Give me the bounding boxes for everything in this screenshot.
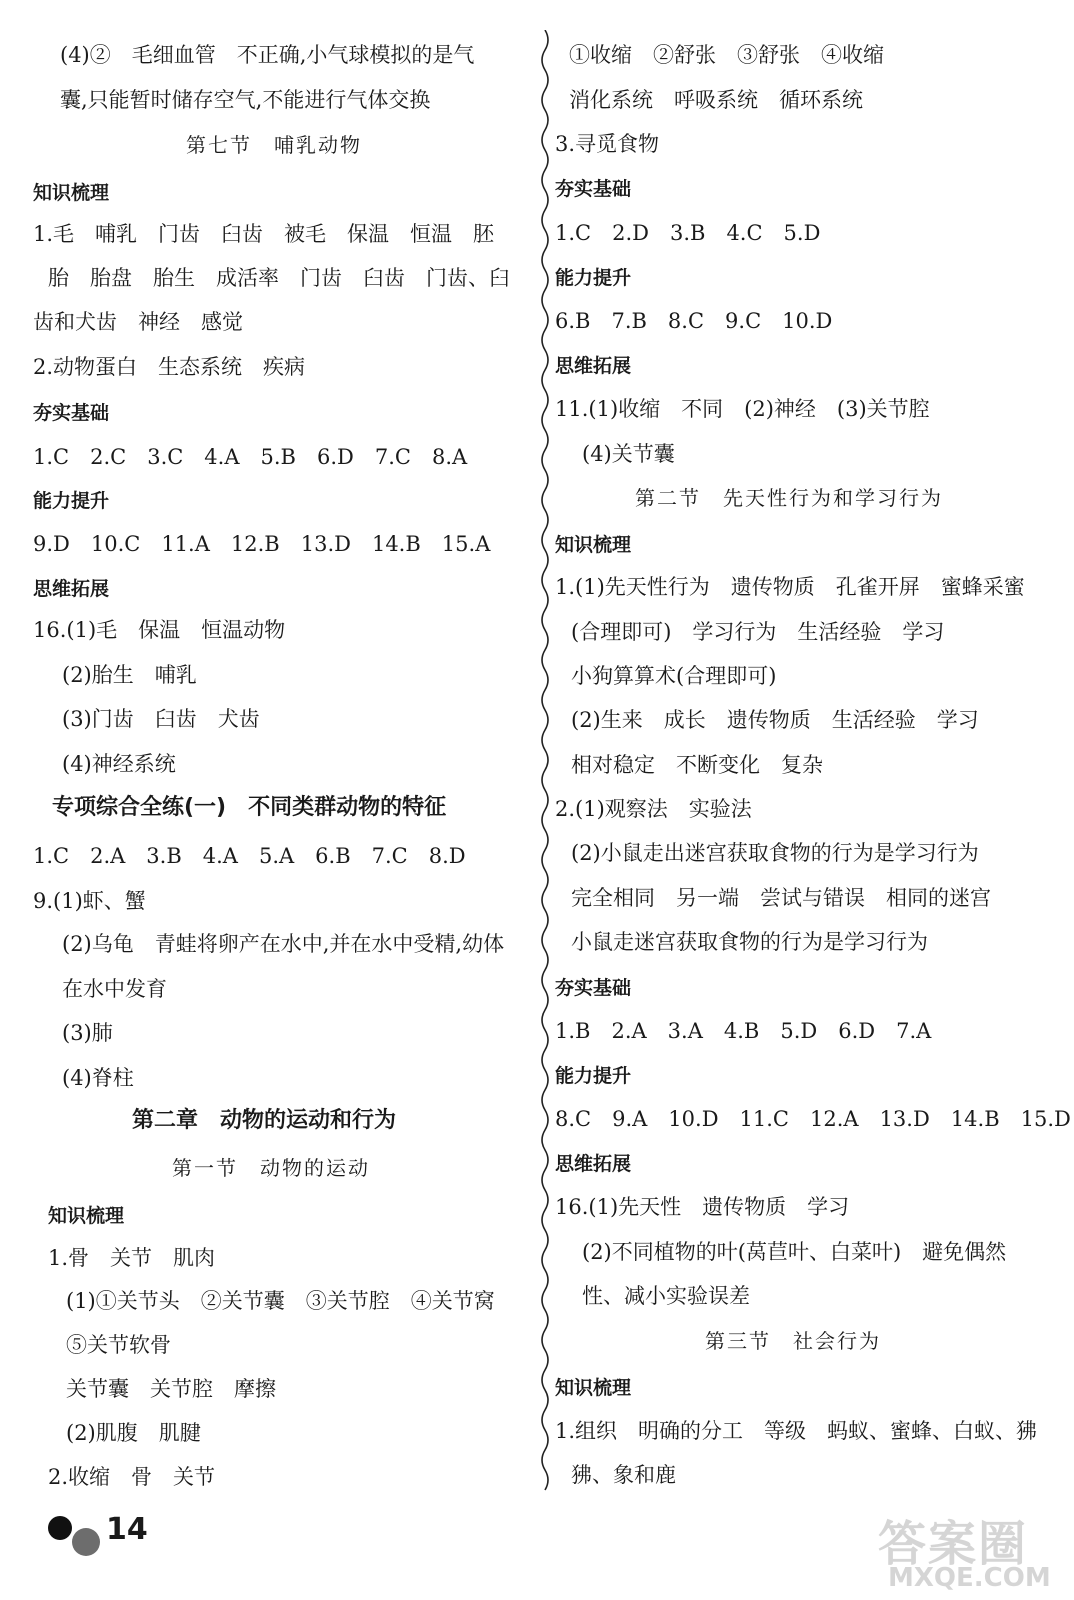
answer-line: 2.收缩 骨 关节 (48, 1465, 216, 1489)
answer-line: (2)小鼠走出迷宫获取食物的行为是学习行为 (571, 841, 979, 865)
decorative-dot (48, 1516, 72, 1540)
answer-line: (3)门齿 臼齿 犬齿 (62, 707, 260, 731)
answer-line: 2.动物蛋白 生态系统 疾病 (33, 355, 306, 379)
answer-line: 1.C 2.A 3.B 4.A 5.A 6.B 7.C 8.D (33, 844, 466, 868)
subsection-heading: 夯实基础 (33, 402, 110, 424)
subsection-heading: 夯实基础 (555, 977, 632, 999)
subsection-heading: 知识梳理 (48, 1205, 125, 1227)
answer-line: 小狗算算术(合理即可) (571, 664, 777, 688)
decorative-dot (72, 1528, 100, 1556)
chapter-title: 第二章 动物的运动和行为 (132, 1108, 397, 1133)
subsection-heading: 思维拓展 (555, 1153, 632, 1175)
answer-line: 相对稳定 不断变化 复杂 (571, 753, 823, 777)
answer-line: (4)② 毛细血管 不正确,小气球模拟的是气 (60, 43, 475, 67)
subsection-heading: 知识梳理 (33, 182, 110, 204)
watermark-url: MXQE.COM (888, 1563, 1051, 1593)
subsection-heading: 能力提升 (555, 1065, 632, 1087)
section-title: 第一节 动物的运动 (172, 1156, 370, 1180)
answer-line: 1.C 2.C 3.C 4.A 5.B 6.D 7.C 8.A (33, 445, 468, 469)
column-divider (538, 30, 552, 1500)
section-title: 第三节 社会行为 (705, 1329, 881, 1353)
section-title: 第七节 哺乳动物 (186, 133, 362, 157)
answer-line: 1.骨 关节 肌肉 (48, 1246, 216, 1270)
subsection-heading: 知识梳理 (555, 1377, 632, 1399)
answer-line: 2.(1)观察法 实验法 (555, 797, 752, 821)
answer-line: ⑤关节软骨 (66, 1333, 171, 1357)
answer-line: (合理即可) 学习行为 生活经验 学习 (571, 620, 945, 644)
answer-line: (1)①关节头 ②关节囊 ③关节腔 ④关节窝 (66, 1289, 495, 1313)
answer-line: (2)生来 成长 遗传物质 生活经验 学习 (571, 708, 979, 732)
answer-line: 在水中发育 (62, 977, 167, 1001)
subsection-heading: 思维拓展 (555, 355, 632, 377)
section-title: 第二节 先天性行为和学习行为 (635, 486, 943, 510)
answer-line: 16.(1)毛 保温 恒温动物 (33, 618, 286, 642)
answer-line: 9.(1)虾、蟹 (33, 889, 146, 913)
answer-line: 性、减小实验误差 (582, 1284, 750, 1308)
answer-line: 胎 胎盘 胎生 成活率 门齿 臼齿 门齿、臼 (48, 266, 510, 290)
watermark (870, 1505, 1070, 1600)
answer-line: 关节囊 关节腔 摩擦 (66, 1377, 276, 1401)
answer-line: (3)肺 (62, 1021, 113, 1045)
answer-line: 小鼠走迷宫获取食物的行为是学习行为 (571, 930, 928, 954)
answer-line: (4)脊柱 (62, 1066, 134, 1090)
watermark-logo-text: 答案圈 (878, 1516, 1029, 1572)
subsection-heading: 知识梳理 (555, 534, 632, 556)
answer-line: (4)神经系统 (62, 752, 176, 776)
answer-line: 1.(1)先天性行为 遗传物质 孔雀开屏 蜜蜂采蜜 (555, 575, 1025, 599)
answer-line: 1.毛 哺乳 门齿 臼齿 被毛 保温 恒温 胚 (33, 222, 495, 246)
answer-line: (2)胎生 哺乳 (62, 663, 197, 687)
answer-line: 16.(1)先天性 遗传物质 学习 (555, 1195, 850, 1219)
subsection-heading: 夯实基础 (555, 178, 632, 200)
answer-line: 囊,只能暂时储存空气,不能进行气体交换 (60, 88, 431, 112)
answer-line: 9.D 10.C 11.A 12.B 13.D 14.B 15.A (33, 532, 491, 556)
section-title: 专项综合全练(一) 不同类群动物的特征 (52, 795, 447, 820)
answer-line: (2)肌腹 肌腱 (66, 1421, 201, 1445)
answer-line: 1.组织 明确的分工 等级 蚂蚁、蜜蜂、白蚁、狒 (555, 1419, 1038, 1443)
subsection-heading: 思维拓展 (33, 578, 110, 600)
answer-line: (2)乌龟 青蛙将卵产在水中,并在水中受精,幼体 (62, 932, 505, 956)
answer-line: 消化系统 呼吸系统 循环系统 (569, 88, 863, 112)
answer-line: 完全相同 另一端 尝试与错误 相同的迷宫 (571, 886, 991, 910)
answer-line: 8.C 9.A 10.D 11.C 12.A 13.D 14.B 15.D (555, 1107, 1071, 1131)
answer-line: 齿和犬齿 神经 感觉 (33, 310, 243, 334)
answer-line: 3.寻觅食物 (555, 132, 660, 156)
answer-line: 1.B 2.A 3.A 4.B 5.D 6.D 7.A (555, 1019, 932, 1043)
answer-line: 11.(1)收缩 不同 (2)神经 (3)关节腔 (555, 397, 930, 421)
answer-line: 狒、象和鹿 (571, 1463, 676, 1487)
answer-line: 6.B 7.B 8.C 9.C 10.D (555, 309, 833, 333)
answer-line: (4)关节囊 (582, 442, 675, 466)
subsection-heading: 能力提升 (33, 490, 110, 512)
subsection-heading: 能力提升 (555, 267, 632, 289)
answer-line: ①收缩 ②舒张 ③舒张 ④收缩 (569, 43, 884, 67)
page-number: 14 (106, 1512, 148, 1547)
answer-line: 1.C 2.D 3.B 4.C 5.D (555, 221, 821, 245)
answer-line: (2)不同植物的叶(莴苣叶、白菜叶) 避免偶然 (582, 1240, 1007, 1264)
